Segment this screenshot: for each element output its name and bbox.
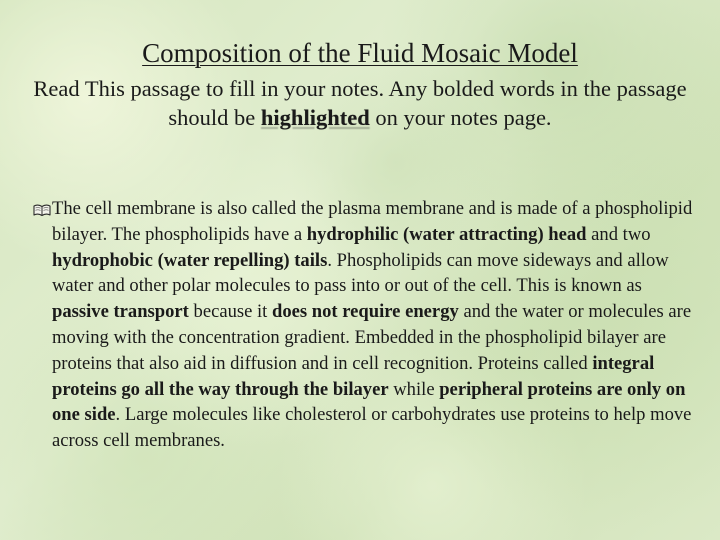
- instructions-after: on your notes page.: [369, 105, 552, 130]
- passage-bold-term: hydrophobic (water repelling) tails: [52, 249, 328, 271]
- passage-bold-term: hydrophilic (water attracting) head: [306, 223, 587, 245]
- passage-bold-term: passive transport: [52, 301, 189, 323]
- passage-run: because it: [188, 301, 272, 323]
- passage-bold-term: does not require energy: [272, 301, 459, 323]
- open-book-bullet-icon: [33, 203, 51, 217]
- slide-title: Composition of the Fluid Mosaic Model: [142, 38, 578, 68]
- instructions-before: Read This passage to fill in your notes. Any bolded words in the passage should be: [33, 76, 687, 130]
- passage-run: and two: [586, 223, 651, 245]
- passage-run: . Large molecules like cholesterol or carbohydrates use proteins to help move across cell membranes.: [52, 404, 692, 452]
- passage-run: The cell membrane is also called the plasma membrane and is made of a phospholipid bilayer. The phospholipids have a: [52, 198, 693, 245]
- passage-bold-term: peripheral proteins are only on one side: [52, 378, 686, 426]
- passage-text: [52, 196, 703, 454]
- passage-bullet: [33, 196, 703, 454]
- instructions-text: [10, 74, 710, 132]
- passage-bold-term: integral proteins go all the way through the bilayer: [52, 352, 655, 400]
- passage-run: while: [388, 378, 440, 400]
- passage-run: and the water or molecules are moving with the concentration gradient. Embedded in the phospholipid bilayer are proteins that also aid in diffusion and in cell recognition. Proteins called: [52, 301, 692, 374]
- instructions-highlighted-word: highlighted: [260, 105, 370, 130]
- passage-run: . Phospholipids can move sideways and allow water and other polar molecules to pass into or out of the cell. This is known as: [52, 249, 669, 297]
